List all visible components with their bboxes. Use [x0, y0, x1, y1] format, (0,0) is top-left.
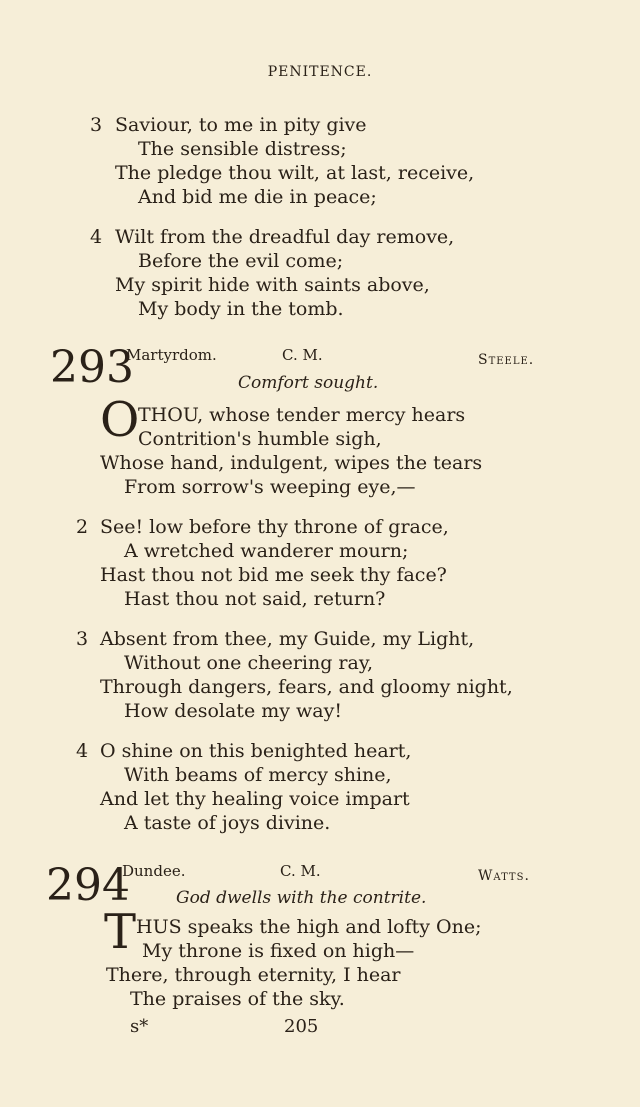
author: Watts.: [478, 868, 530, 884]
tune-name: Dundee.: [122, 862, 186, 880]
stanza-number: 3: [76, 628, 89, 650]
drop-cap: T: [104, 904, 137, 960]
signature-mark: s*: [130, 1016, 149, 1037]
verse-line: See! low before thy throne of grace,: [100, 516, 449, 538]
page-number: 205: [284, 1016, 319, 1037]
verse-line: The sensible distress;: [138, 138, 347, 160]
verse-line: How desolate my way!: [124, 700, 342, 722]
verse-line: The praises of the sky.: [130, 988, 345, 1010]
verse-line: Without one cheering ray,: [124, 652, 374, 674]
hymn-number: 294: [46, 860, 130, 911]
hymn-subtitle: God dwells with the contrite.: [176, 888, 427, 908]
verse-line: Wilt from the dreadful day remove,: [115, 226, 455, 248]
stanza-number: 4: [90, 226, 103, 248]
verse-line: Contrition's humble sigh,: [138, 428, 382, 450]
verse-line: And bid me die in peace;: [138, 186, 377, 208]
verse-line: My body in the tomb.: [138, 298, 344, 320]
verse-line: From sorrow's weeping eye,—: [124, 476, 416, 498]
verse-line: There, through eternity, I hear: [106, 964, 401, 986]
author: Steele.: [478, 352, 535, 368]
meter: C. M.: [282, 346, 323, 364]
drop-cap: O: [100, 392, 140, 448]
verse-line: With beams of mercy shine,: [124, 764, 392, 786]
verse-line: Absent from thee, my Guide, my Light,: [100, 628, 475, 650]
stanza-number: 2: [76, 516, 89, 538]
stanza-number: 3: [90, 114, 103, 136]
verse-line: Saviour, to me in pity give: [115, 114, 367, 136]
verse-line: Hast thou not said, return?: [124, 588, 386, 610]
verse-line: My spirit hide with saints above,: [115, 274, 430, 296]
verse-line: Before the evil come;: [138, 250, 344, 272]
verse-line: Through dangers, fears, and gloomy night,: [100, 676, 513, 698]
verse-line: And let thy healing voice impart: [100, 788, 410, 810]
verse-line: THOU, whose tender mercy hears: [138, 404, 466, 426]
verse-line: Whose hand, indulgent, wipes the tears: [100, 452, 483, 474]
verse-line: A wretched wanderer mourn;: [124, 540, 409, 562]
tune-name: Martyrdom.: [126, 346, 217, 364]
meter: C. M.: [280, 862, 321, 880]
running-header: PENITENCE.: [267, 64, 373, 80]
hymn-subtitle: Comfort sought.: [238, 373, 379, 393]
verse-line: HUS speaks the high and lofty One;: [136, 916, 482, 938]
verse-line: A taste of joys divine.: [124, 812, 331, 834]
verse-line: Hast thou not bid me seek thy face?: [100, 564, 447, 586]
stanza-number: 4: [76, 740, 89, 762]
verse-line: My throne is fixed on high—: [142, 940, 415, 962]
verse-line: The pledge thou wilt, at last, receive,: [115, 162, 475, 184]
hymn-number: 293: [50, 342, 134, 393]
verse-line: O shine on this benighted heart,: [100, 740, 412, 762]
